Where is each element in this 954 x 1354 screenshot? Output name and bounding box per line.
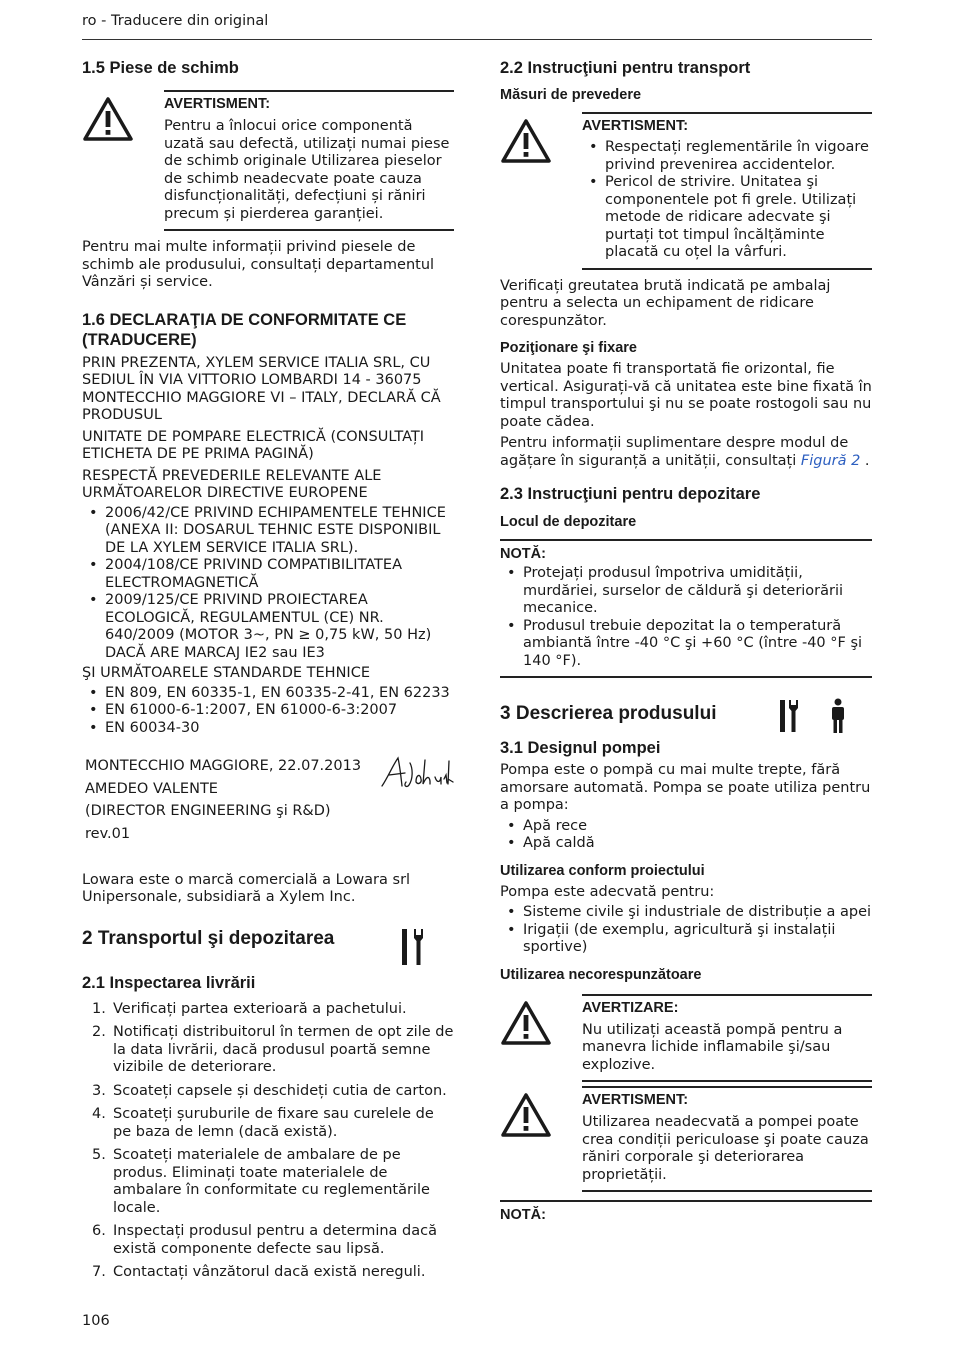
warning-list: [582, 139, 872, 262]
paragraph: Unitatea poate fi transportată fie orizontal, fie vertical. Asigurați-vă că unitatea este bine fixată în timpul transportului şi nu se poate rostogoli sau nu poate cădea.: [500, 361, 872, 430]
tools-icon: [400, 927, 426, 967]
section-3-header: [500, 698, 872, 734]
right-column: [500, 58, 872, 1224]
warning-title: AVERTISMENT:: [164, 96, 271, 112]
list-item: • EN 809, EN 60335-1, EN 60335-2-41, EN 62233: [82, 685, 454, 703]
list-item: 3. Scoateți capsele și deschideți cutia de carton.: [92, 1082, 447, 1099]
warning-title: AVERTISMENT:: [582, 1092, 689, 1108]
note-block: [500, 539, 872, 678]
list-item: • Protejați produsul împotriva umidității, murdăriei, surselor de căldură şi deteriorării mecanice.: [500, 565, 872, 618]
warning-block: [500, 1086, 872, 1192]
paragraph: RESPECTĂ PREVEDERILE RELEVANTE ALE URMĂTOARELOR DIRECTIVE EUROPENE: [82, 467, 382, 501]
section-2-1-title: 2.1 Inspectarea livrării: [82, 973, 256, 992]
list-item: • Pericol de strivire. Unitatea şi componentele pot fi grele. Utilizați metode de ridicare adecvate şi purtați tot timpul încălțăminte placată cu oțel la vârfuri.: [582, 174, 872, 262]
paragraph: Pentru mai multe informații privind piesele de schimb ale produsului, consultați departamentul Vânzări și service.: [82, 239, 435, 290]
list-item: • Apă rece: [500, 818, 872, 836]
section-1-5-title: 1.5 Piese de schimb: [82, 59, 239, 77]
paragraph: ŞI URMĂTOARELE STANDARDE TEHNICE: [82, 665, 370, 681]
page-header: [82, 13, 872, 40]
list-item: 2. Notificați distribuitorul în termen de opt zile de la data livrării, dacă produsul poartă semne vizibile de deteriorare.: [92, 1024, 454, 1076]
section-3-title: 3 Descrierea produsului: [500, 703, 717, 724]
warning-text: Nu utilizați această pompă pentru a manevra lichide inflamabile şi/sau explozive.: [582, 1021, 843, 1073]
header-text: ro - Traducere din original: [82, 13, 269, 29]
subheading: Utilizarea conform proiectului: [500, 862, 705, 879]
subheading: Măsuri de prevedere: [500, 87, 642, 103]
warning-title: AVERTIZARE:: [582, 999, 679, 1016]
section-3-1-title: 3.1 Designul pompei: [500, 739, 661, 757]
standards-list: [82, 685, 454, 738]
warning-triangle-icon: [82, 90, 164, 231]
subheading: Poziţionare şi fixare: [500, 340, 637, 356]
left-column: [82, 58, 454, 1288]
list-item: • Apă caldă: [500, 835, 872, 853]
signature: [380, 755, 454, 789]
warning-block: [82, 90, 454, 231]
warning-triangle-icon: [500, 994, 582, 1083]
warning-text: Utilizarea neadecvată a pompei poate crea condiții periculoase şi poate cauza răniri corporale şi deteriorarea proprietății.: [582, 1114, 869, 1183]
list-item: • 2004/108/CE PRIVIND COMPATIBILITATEA ELECTROMAGNETICĂ: [82, 557, 454, 592]
list-item: • Sisteme civile şi industriale de distribuție a apei: [500, 904, 872, 922]
warning-title: AVERTISMENT:: [582, 118, 689, 134]
subheading: Utilizarea necorespunzătoare: [500, 966, 702, 983]
list-item: • Produsul trebuie depozitat la o temperatură ambiantă între -40 °C şi +60 °C (între -40 °F şi 140 °F).: [500, 618, 872, 671]
list-item: • 2009/125/CE PRIVIND PROIECTAREA ECOLOGICĂ, REGULAMENTUL (CE) NR. 640/2009 (MOTOR 3~, PN ≥ 0,75 kW, 50 Hz) DACĂ ARE MARCAJ IE2 sau IE3: [82, 592, 454, 662]
warning-block: [500, 994, 872, 1083]
list-item: 7. Contactați vânzătorul dacă există nereguli.: [92, 1264, 426, 1281]
use-list: [500, 904, 872, 957]
subheading: Locul de depozitare: [500, 514, 637, 530]
note-title: NOTĂ:: [500, 1207, 546, 1223]
paragraph: Lowara este o marcă comercială a Lowara srl Unipersonale, subsidiară a Xylem Inc.: [82, 871, 411, 906]
paragraph: Pentru informații suplimentare despre modul de agățare în siguranță a unității, consultați Figură 2 .: [500, 435, 870, 469]
paragraph: PRIN PREZENTA, XYLEM SERVICE ITALIA SRL, CU SEDIUL ÎN VIA VITTORIO LOMBARDI 14 - 36075 MONTECCHIO MAGGIORE VI – ITALY, DECLARĂ CĂ PRODUSUL: [82, 354, 441, 423]
list-item: • EN 61000-6-1:2007, EN 61000-6-3:2007: [82, 702, 454, 720]
list-item: 5. Scoateți materialele de ambalare de pe produs. Eliminați toate materialele de ambalare în conformitate cu reglementările locale.: [92, 1147, 430, 1216]
delivery-steps: [82, 1001, 454, 1282]
section-2-3-title: 2.3 Instrucţiuni pentru depozitare: [500, 485, 761, 503]
fluid-list: [500, 818, 872, 853]
signature-name: AMEDEO VALENTE: [85, 780, 218, 797]
list-item: • Respectați reglementările în vigoare privind prevenirea accidentelor.: [582, 139, 872, 174]
section-1-6-title: 1.6 DECLARAŢIA DE CONFORMITATE CE (TRADUCERE): [82, 310, 407, 349]
paragraph: Pompa este adecvată pentru:: [500, 883, 715, 900]
list-item: • Irigații (de exemplu, agricultură şi instalații sportive): [500, 922, 872, 957]
section-2-header: [82, 927, 454, 967]
paragraph: Pompa este o pompă cu mai multe trepte, fără amorsare automată. Pompa se poate utiliza pentru a pompa:: [500, 762, 871, 813]
section-2-title: 2 Transportul şi depozitarea: [82, 927, 335, 949]
list-item: 1. Verificați partea exterioară a pachetului.: [92, 1000, 407, 1017]
note-list: [500, 565, 872, 670]
page-number: 106: [82, 1313, 110, 1329]
person-icon: [830, 698, 846, 734]
list-item: • EN 60034-30: [82, 720, 454, 738]
figure-link[interactable]: Figură 2: [800, 452, 861, 469]
signature-role: (DIRECTOR ENGINEERING şi R&D): [85, 803, 331, 820]
paragraph: UNITATE DE POMPARE ELECTRICĂ (CONSULTAȚI ETICHETA DE PE PRIMA PAGINĂ): [82, 428, 425, 462]
warning-block: [500, 112, 872, 270]
list-item: • 2006/42/CE PRIVIND ECHIPAMENTELE TEHNICE (ANEXA II: DOSARUL TEHNIC ESTE DISPONIBIL DE LA XYLEM SERVICE ITALIA SRL).: [82, 505, 454, 558]
warning-triangle-icon: [500, 1086, 582, 1192]
paragraph: Verificați greutatea brută indicată pe ambalaj pentru a selecta un echipament de ridicare corespunzător.: [500, 277, 831, 329]
note-title: NOTĂ:: [500, 546, 546, 562]
note-block: [500, 1200, 872, 1224]
list-item: 6. Inspectați produsul pentru a determina dacă există componente defecte sau lipsă.: [92, 1223, 437, 1257]
signature-place-date: MONTECCHIO MAGGIORE, 22.07.2013: [85, 758, 362, 774]
signature-block: [82, 755, 454, 846]
signature-rev: rev.01: [85, 826, 131, 843]
warning-triangle-icon: [500, 112, 582, 270]
warning-text: Pentru a înlocui orice componentă uzată sau defectă, utilizați numai piese de schimb originale Utilizarea pieselor de schimb neadecvate poate cauza disfuncționalități, defecțiuni și răniri precum și pierderea garanției.: [164, 118, 450, 222]
tools-icon: [778, 698, 800, 734]
section-2-2-title: 2.2 Instrucţiuni pentru transport: [500, 59, 751, 77]
directives-list: [82, 505, 454, 663]
list-item: 4. Scoateți șuruburile de fixare sau curelele de pe baza de lemn (dacă există).: [92, 1106, 434, 1140]
